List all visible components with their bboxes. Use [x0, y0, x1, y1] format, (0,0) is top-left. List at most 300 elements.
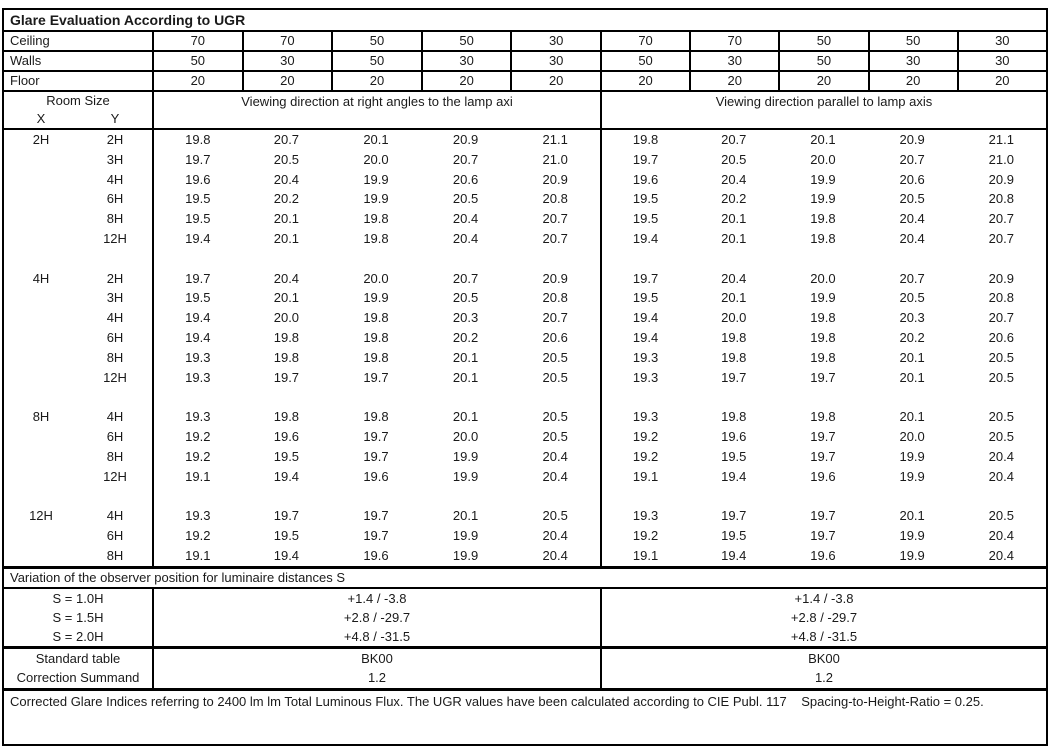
room-size-x	[4, 209, 78, 229]
right-direction-heading: Viewing direction parallel to lamp axis	[600, 92, 1046, 128]
ugr-value: 19.4	[152, 328, 242, 348]
ugr-value: 19.7	[363, 508, 389, 524]
ugr-value: 20.5	[988, 369, 1014, 385]
surface-value: 20	[421, 72, 511, 90]
ugr-value: 20.1	[899, 369, 925, 385]
ugr-value: 21.1	[988, 132, 1014, 147]
ugr-data-row	[4, 447, 1046, 467]
observer-correction-left: +4.8 / -31.5	[152, 627, 600, 646]
spacer-cell	[689, 249, 778, 269]
ugr-value: 20.4	[452, 230, 479, 246]
room-size-x	[4, 308, 78, 328]
ugr-value: 19.6	[600, 170, 689, 190]
ugr-value: 19.5	[600, 288, 689, 308]
ugr-value: 20.6	[899, 171, 925, 187]
s-distance-label: S = 2.0H	[52, 628, 104, 644]
room-size-y: 8H	[106, 547, 124, 563]
s-distance-label: S = 1.5H	[52, 609, 104, 625]
room-size-x	[4, 368, 78, 388]
ugr-value: 19.6	[273, 428, 300, 444]
ugr-value: 20.0	[363, 270, 389, 286]
ugr-value: 20.7	[988, 310, 1014, 326]
ugr-value: 19.8	[810, 409, 836, 425]
ugr-value: 19.9	[810, 290, 836, 306]
ugr-value: 20.1	[452, 349, 479, 365]
ugr-value: 19.4	[600, 328, 689, 348]
ugr-value: 20.1	[273, 211, 300, 227]
ugr-value: 19.8	[810, 211, 836, 227]
ugr-value: 19.5	[152, 288, 242, 308]
ugr-data-row	[4, 506, 1046, 526]
ugr-data-row	[4, 288, 1046, 308]
page-title: Glare Evaluation According to UGR	[4, 10, 1046, 32]
ugr-value: 20.1	[810, 132, 836, 147]
ugr-value: 19.6	[363, 547, 389, 563]
room-size-y: 6H	[106, 428, 124, 444]
room-size-y: 4H	[106, 310, 124, 326]
ugr-value: 20.4	[273, 171, 300, 187]
observer-correction-right: +4.8 / -31.5	[600, 627, 1046, 646]
room-size-x	[4, 546, 78, 566]
ugr-value: 19.8	[600, 130, 689, 150]
summary-value-left: 1.2	[152, 668, 600, 688]
ugr-value: 19.8	[152, 130, 242, 150]
ugr-value: 19.5	[152, 209, 242, 229]
ugr-value: 19.9	[363, 171, 389, 187]
surface-row	[4, 32, 1046, 52]
spacer-cell	[510, 486, 600, 506]
ugr-data-row	[4, 130, 1046, 150]
spacer-cell	[778, 486, 867, 506]
ugr-value: 19.8	[363, 349, 389, 365]
variation-heading: Variation of the observer position for luminaire distances S	[4, 566, 1046, 589]
spacer-cell	[600, 486, 689, 506]
ugr-value: 19.4	[152, 229, 242, 249]
ugr-value: 19.7	[810, 428, 836, 444]
ugr-value: 19.7	[721, 369, 747, 385]
ugr-value: 20.8	[542, 191, 568, 207]
ugr-value: 19.3	[600, 506, 689, 526]
surface-value: 30	[957, 52, 1046, 70]
room-size-x: 8H	[32, 409, 50, 425]
ugr-value: 20.7	[452, 270, 479, 286]
surface-label: Floor	[10, 73, 40, 88]
spacer-cell	[868, 249, 957, 269]
ugr-value: 19.7	[152, 150, 242, 170]
ugr-value: 19.2	[600, 526, 689, 546]
ugr-value: 20.7	[542, 211, 568, 227]
room-size-x	[4, 467, 78, 487]
surface-value: 20	[510, 72, 600, 90]
room-size-y: 12H	[103, 369, 127, 385]
spacer-cell	[868, 486, 957, 506]
surface-value: 70	[242, 32, 332, 50]
ugr-value: 20.4	[542, 527, 568, 543]
ugr-value: 19.8	[363, 230, 389, 246]
surface-value: 20	[689, 72, 778, 90]
surface-value: 30	[510, 52, 600, 70]
room-size-x	[4, 170, 78, 190]
s-distance-label: S = 1.0H	[52, 590, 104, 606]
spacer-cell	[242, 486, 332, 506]
room-size-x	[4, 288, 78, 308]
ugr-data-grid	[4, 130, 1046, 566]
ugr-value: 20.7	[899, 270, 925, 286]
ugr-value: 19.9	[452, 527, 479, 543]
ugr-value: 19.5	[273, 527, 300, 543]
ugr-value: 20.7	[452, 151, 479, 167]
ugr-value: 19.7	[721, 508, 747, 524]
ugr-value: 19.7	[273, 369, 300, 385]
room-size-x	[4, 348, 78, 368]
spacer-cell	[600, 387, 689, 407]
ugr-value: 20.0	[452, 428, 479, 444]
room-size-y: 8H	[106, 349, 124, 365]
summary-label: Correction Summand	[16, 670, 140, 686]
ugr-data-row	[4, 348, 1046, 368]
spacer-cell	[78, 387, 152, 407]
ugr-value: 20.6	[988, 329, 1014, 345]
room-size-y: 6H	[106, 527, 124, 543]
ugr-value: 19.1	[600, 546, 689, 566]
room-size-x	[4, 189, 78, 209]
ugr-value: 20.7	[273, 132, 300, 147]
ugr-value: 19.4	[600, 308, 689, 328]
ugr-value: 20.1	[899, 508, 925, 524]
room-size-header-cell	[4, 92, 152, 128]
xy-axis-labels	[4, 110, 152, 128]
ugr-value: 20.5	[542, 508, 568, 524]
ugr-value: 19.4	[600, 229, 689, 249]
room-size-y: 2H	[106, 132, 124, 147]
ugr-value: 19.9	[363, 290, 389, 306]
spacer-cell	[331, 249, 421, 269]
ugr-value: 19.3	[152, 368, 242, 388]
surface-row	[4, 52, 1046, 72]
ugr-value: 20.9	[988, 171, 1014, 187]
ugr-value: 19.5	[600, 189, 689, 209]
ugr-data-row	[4, 427, 1046, 447]
ugr-value: 20.2	[452, 329, 479, 345]
ugr-value: 20.0	[273, 310, 300, 326]
ugr-data-row	[4, 546, 1046, 566]
spacer-cell	[957, 387, 1046, 407]
ugr-value: 20.5	[452, 191, 479, 207]
ugr-evaluation-table	[2, 8, 1048, 746]
ugr-value: 19.9	[452, 547, 479, 563]
spacer-cell	[957, 486, 1046, 506]
ugr-value: 19.2	[152, 447, 242, 467]
x-axis-label: X	[36, 111, 46, 126]
ugr-value: 20.5	[273, 151, 300, 167]
ugr-value: 19.9	[452, 468, 479, 484]
spacer-cell	[510, 249, 600, 269]
ugr-value: 20.4	[899, 211, 925, 227]
ugr-value: 19.9	[810, 191, 836, 207]
ugr-value: 20.6	[452, 171, 479, 187]
ugr-value: 20.1	[273, 290, 300, 306]
ugr-value: 19.6	[810, 547, 836, 563]
ugr-value: 20.0	[899, 428, 925, 444]
ugr-value: 20.4	[452, 211, 479, 227]
ugr-value: 19.7	[363, 448, 389, 464]
spacer-cell	[778, 387, 867, 407]
ugr-value: 19.7	[363, 527, 389, 543]
surface-value: 70	[152, 32, 242, 50]
ugr-value: 20.5	[899, 290, 925, 306]
ugr-value: 19.5	[721, 527, 747, 543]
ugr-value: 19.3	[152, 348, 242, 368]
room-size-x	[4, 229, 78, 249]
ugr-data-row	[4, 368, 1046, 388]
ugr-value: 19.4	[273, 468, 300, 484]
spacer-cell	[152, 486, 242, 506]
surface-value: 30	[689, 52, 778, 70]
table-row	[4, 608, 1046, 627]
ugr-value: 20.5	[542, 409, 568, 425]
spacer-cell	[421, 387, 511, 407]
ugr-value: 20.3	[452, 310, 479, 326]
surface-value: 30	[868, 52, 957, 70]
room-size-y: 6H	[106, 191, 124, 207]
ugr-value: 20.4	[542, 468, 568, 484]
table-row	[4, 589, 1046, 608]
ugr-data-row	[4, 229, 1046, 249]
surface-value: 70	[600, 32, 689, 50]
ugr-value: 21.0	[988, 151, 1014, 167]
ugr-value: 20.9	[542, 270, 568, 286]
ugr-value: 20.1	[721, 211, 747, 227]
ugr-value: 19.8	[810, 310, 836, 326]
surface-value: 20	[868, 72, 957, 90]
ugr-value: 19.8	[273, 409, 300, 425]
ugr-value: 19.9	[452, 448, 479, 464]
summary-section	[4, 646, 1046, 688]
ugr-value: 20.4	[542, 448, 568, 464]
room-size-x: 2H	[32, 132, 50, 147]
ugr-value: 19.2	[152, 427, 242, 447]
ugr-value: 20.0	[363, 151, 389, 167]
ugr-value: 20.5	[452, 290, 479, 306]
ugr-value: 19.7	[363, 369, 389, 385]
spacer-cell	[4, 249, 78, 269]
ugr-value: 19.8	[273, 329, 300, 345]
room-size-y: 2H	[106, 270, 124, 286]
ugr-value: 20.7	[542, 310, 568, 326]
ugr-value: 20.7	[899, 151, 925, 167]
spacer-cell	[778, 249, 867, 269]
ugr-data-row	[4, 150, 1046, 170]
ugr-value: 19.4	[721, 468, 747, 484]
ugr-value: 19.6	[721, 428, 747, 444]
ugr-value: 20.7	[988, 230, 1014, 246]
summary-value-right: 1.2	[600, 668, 1046, 688]
ugr-data-row	[4, 189, 1046, 209]
ugr-value: 20.8	[988, 191, 1014, 207]
ugr-value: 19.4	[152, 308, 242, 328]
ugr-value: 20.1	[721, 230, 747, 246]
room-size-y: 8H	[106, 448, 124, 464]
spacer-cell	[242, 387, 332, 407]
y-axis-label: Y	[110, 111, 120, 126]
spacer-cell	[421, 249, 511, 269]
surface-label: Walls	[10, 53, 42, 68]
direction-header-row	[4, 92, 1046, 130]
surface-value: 50	[152, 52, 242, 70]
surface-value: 50	[868, 32, 957, 50]
spacer-cell	[600, 249, 689, 269]
ugr-value: 19.7	[152, 269, 242, 289]
ugr-value: 20.1	[899, 349, 925, 365]
ugr-value: 19.2	[600, 427, 689, 447]
spacer-cell	[957, 249, 1046, 269]
observer-correction-right: +2.8 / -29.7	[600, 608, 1046, 627]
table-row	[4, 649, 1046, 669]
ugr-value: 20.4	[988, 527, 1014, 543]
ugr-value: 19.6	[810, 468, 836, 484]
surface-value: 50	[421, 32, 511, 50]
spacer-cell	[152, 249, 242, 269]
room-size-x	[4, 328, 78, 348]
surface-value: 50	[778, 52, 867, 70]
ugr-value: 19.8	[363, 211, 389, 227]
summary-value-left: BK00	[152, 649, 600, 669]
spacer-cell	[78, 486, 152, 506]
surface-value: 50	[331, 32, 421, 50]
room-size-y: 6H	[106, 329, 124, 345]
variation-section	[4, 589, 1046, 646]
ugr-value: 19.8	[721, 329, 747, 345]
surface-value: 20	[242, 72, 332, 90]
ugr-value: 19.8	[363, 409, 389, 425]
ugr-value: 19.9	[899, 448, 925, 464]
ugr-value: 19.8	[721, 409, 747, 425]
ugr-value: 19.9	[899, 468, 925, 484]
ugr-value: 20.4	[988, 468, 1014, 484]
table-row	[4, 668, 1046, 688]
group-spacer-row	[4, 387, 1046, 407]
ugr-value: 20.9	[452, 132, 479, 147]
ugr-value: 20.1	[273, 230, 300, 246]
ugr-data-row	[4, 467, 1046, 487]
room-size-y: 3H	[106, 151, 124, 167]
spacer-cell	[331, 486, 421, 506]
ugr-value: 20.5	[988, 428, 1014, 444]
ugr-value: 19.3	[152, 407, 242, 427]
spacer-cell	[331, 387, 421, 407]
ugr-value: 19.7	[363, 428, 389, 444]
ugr-value: 20.4	[721, 270, 747, 286]
ugr-data-row	[4, 407, 1046, 427]
ugr-value: 20.9	[899, 132, 925, 147]
ugr-value: 19.7	[810, 508, 836, 524]
ugr-value: 20.4	[988, 448, 1014, 464]
ugr-value: 20.4	[899, 230, 925, 246]
ugr-value: 20.1	[452, 409, 479, 425]
ugr-value: 19.8	[810, 329, 836, 345]
observer-correction-left: +1.4 / -3.8	[152, 589, 600, 608]
surface-value: 50	[331, 52, 421, 70]
observer-correction-right: +1.4 / -3.8	[600, 589, 1046, 608]
spacer-cell	[689, 387, 778, 407]
ugr-value: 20.5	[988, 349, 1014, 365]
room-size-x: 12H	[29, 508, 53, 524]
ugr-value: 20.1	[899, 409, 925, 425]
ugr-value: 19.6	[152, 170, 242, 190]
ugr-value: 19.7	[600, 269, 689, 289]
ugr-value: 20.9	[988, 270, 1014, 286]
ugr-value: 20.2	[721, 191, 747, 207]
ugr-value: 20.5	[899, 191, 925, 207]
room-size-y: 4H	[106, 409, 124, 425]
ugr-value: 20.5	[988, 508, 1014, 524]
surface-label: Ceiling	[10, 33, 50, 48]
room-size-y: 4H	[106, 171, 124, 187]
room-size-x	[4, 447, 78, 467]
ugr-value: 19.3	[600, 348, 689, 368]
ugr-data-row	[4, 269, 1046, 289]
room-size-y: 4H	[106, 508, 124, 524]
ugr-value: 20.5	[542, 349, 568, 365]
ugr-value: 19.2	[152, 526, 242, 546]
ugr-data-row	[4, 170, 1046, 190]
room-size-x	[4, 150, 78, 170]
ugr-value: 21.0	[542, 151, 568, 167]
ugr-value: 19.7	[273, 508, 300, 524]
ugr-value: 20.4	[273, 270, 300, 286]
spacer-cell	[689, 486, 778, 506]
ugr-value: 20.7	[988, 211, 1014, 227]
surface-value: 70	[689, 32, 778, 50]
ugr-value: 20.5	[542, 369, 568, 385]
room-size-x	[4, 526, 78, 546]
ugr-value: 19.8	[363, 329, 389, 345]
surface-value: 30	[242, 52, 332, 70]
ugr-value: 20.4	[542, 547, 568, 563]
ugr-data-row	[4, 328, 1046, 348]
ugr-value: 19.4	[721, 547, 747, 563]
spacer-cell	[510, 387, 600, 407]
ugr-value: 19.5	[721, 448, 747, 464]
ugr-value: 20.5	[988, 409, 1014, 425]
ugr-value: 20.5	[721, 151, 747, 167]
ugr-value: 19.3	[600, 407, 689, 427]
room-size-y: 12H	[103, 468, 127, 484]
spacer-cell	[421, 486, 511, 506]
ugr-value: 19.7	[600, 150, 689, 170]
ugr-value: 19.6	[363, 468, 389, 484]
table-row	[4, 627, 1046, 646]
ugr-value: 19.5	[152, 189, 242, 209]
ugr-value: 19.3	[600, 368, 689, 388]
ugr-value: 20.4	[721, 171, 747, 187]
spacer-cell	[78, 249, 152, 269]
ugr-value: 20.0	[810, 151, 836, 167]
ugr-value: 19.8	[721, 349, 747, 365]
spacer-cell	[152, 387, 242, 407]
ugr-value: 20.2	[273, 191, 300, 207]
ugr-value: 19.8	[273, 349, 300, 365]
ugr-value: 19.7	[810, 527, 836, 543]
left-direction-heading: Viewing direction at right angles to the lamp axi	[152, 92, 600, 128]
ugr-value: 19.9	[899, 527, 925, 543]
ugr-value: 19.8	[810, 349, 836, 365]
ugr-value: 20.8	[542, 290, 568, 306]
ugr-value: 20.1	[452, 369, 479, 385]
ugr-value: 20.7	[721, 132, 747, 147]
surface-value: 30	[510, 32, 600, 50]
ugr-value: 19.7	[810, 369, 836, 385]
